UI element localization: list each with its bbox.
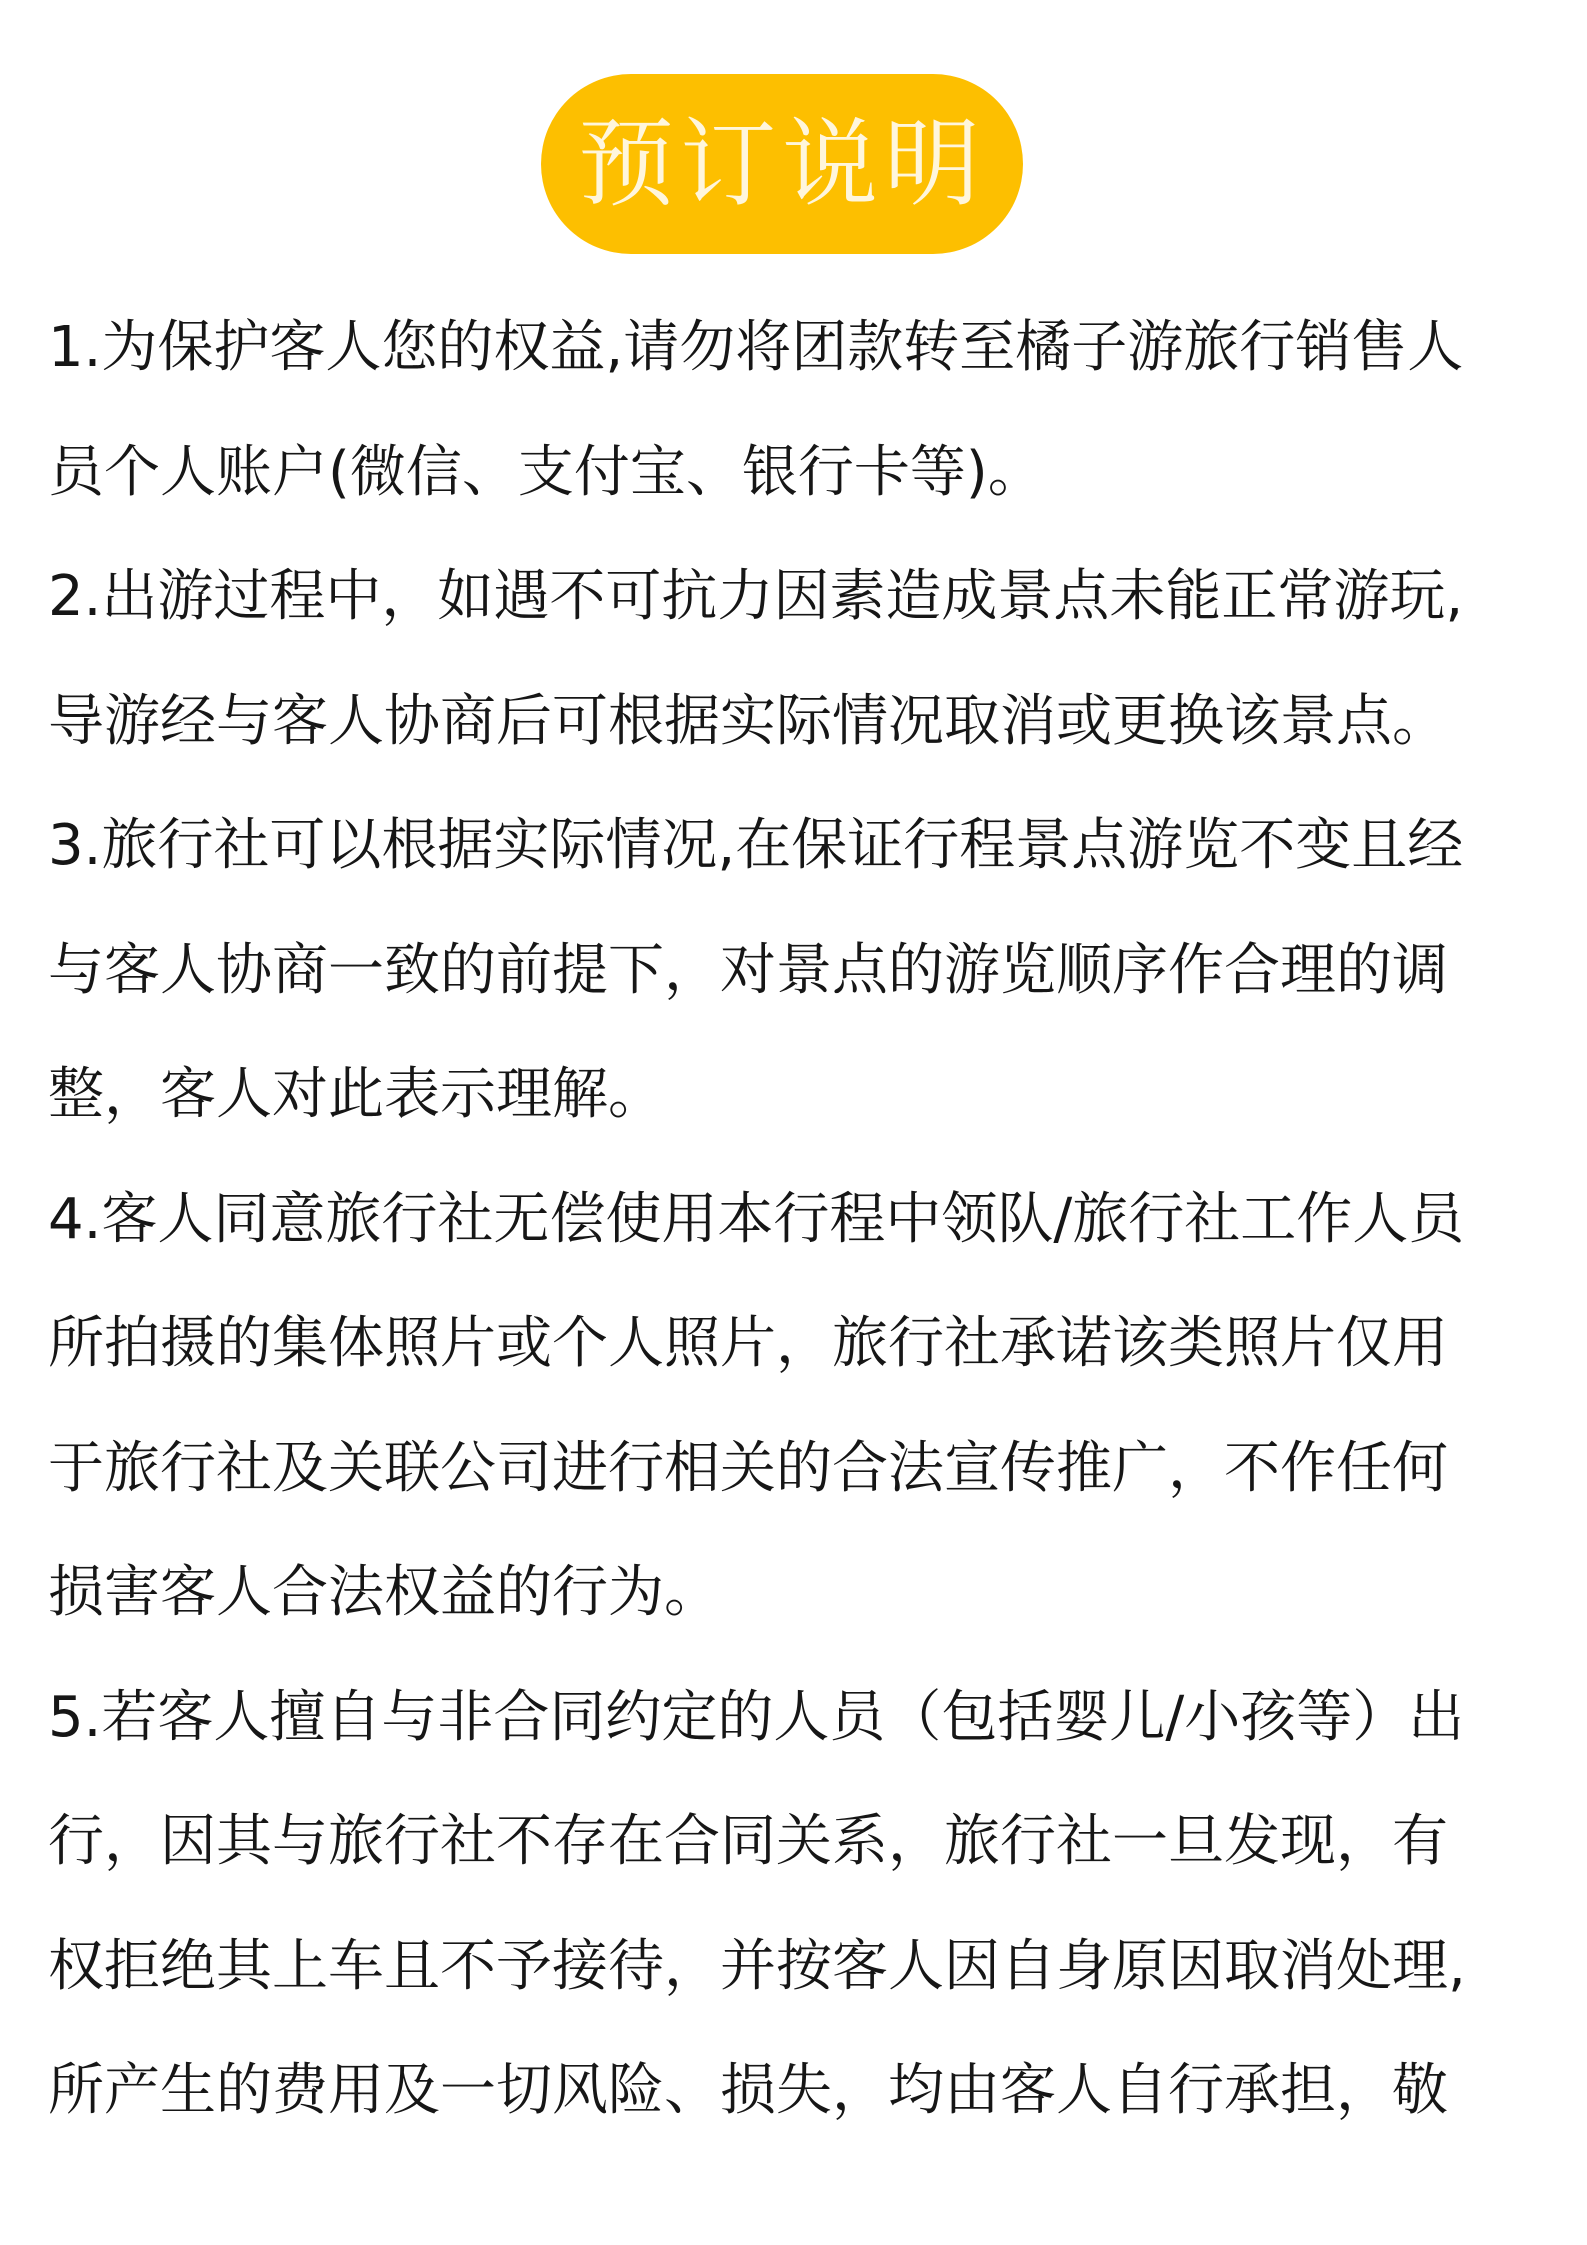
text-line: 1.为保护客人您的权益,请勿将团款转至橘子游旅行销售人 [48, 315, 1464, 380]
text-line: 行，因其与旅行社不存在合同关系，旅行社一旦发现，有 [48, 1809, 1448, 1874]
booking-notes-text [48, 286, 1548, 2154]
text-line: 于旅行社及关联公司进行相关的合法宣传推广，不作任何 [48, 1435, 1448, 1501]
text-line: 与客人协商一致的前提下，对景点的游览顺序作合理的调 [48, 937, 1448, 1003]
text-line: 权拒绝其上车且不予接待，并按客人因自身原因取消处理, [48, 1933, 1466, 1999]
text-line: 员个人账户(微信、支付宝、银行卡等)。 [48, 439, 1044, 505]
title-badge [541, 74, 1023, 254]
text-line: 损害客人合法权益的行为。 [48, 1560, 720, 1625]
text-line: 4.客人同意旅行社无偿使用本行程中领队/旅行社工作人员 [48, 1186, 1465, 1252]
text-line: 2.出游过程中，如遇不可抗力因素造成景点未能正常游玩, [48, 564, 1464, 629]
text-line: 3.旅行社可以根据实际情况,在保证行程景点游览不变且经 [48, 813, 1464, 878]
text-line: 所拍摄的集体照片或个人照片，旅行社承诺该类照片仅用 [48, 1311, 1448, 1376]
page-title: 预订说明 [578, 108, 986, 220]
text-line: 整，客人对此表示理解。 [48, 1062, 664, 1127]
text-line: 导游经与客人协商后可根据实际情况取消或更换该景点。 [48, 688, 1448, 754]
text-line: 5.若客人擅自与非合同约定的人员（包括婴儿/小孩等）出 [48, 1684, 1465, 1750]
text-line: 所产生的费用及一切风险、损失，均由客人自行承担，敬 [48, 2058, 1448, 2123]
